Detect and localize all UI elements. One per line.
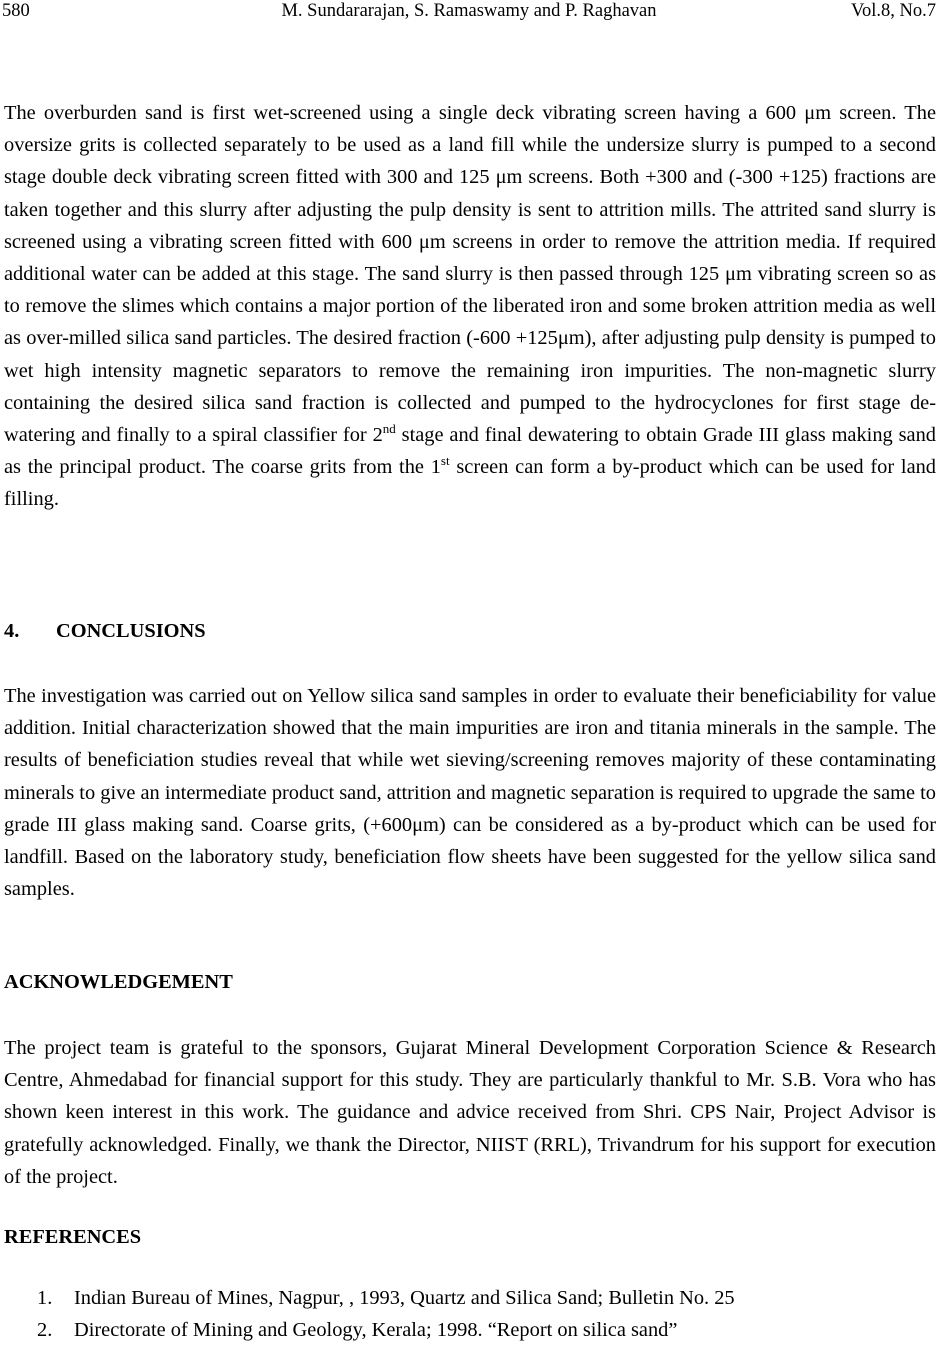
running-header-authors: M. Sundararajan, S. Ramaswamy and P. Raghavan [281, 1, 657, 21]
running-header [2, 0, 936, 28]
reference-number: 2. [37, 1319, 53, 1341]
process-description-paragraph [4, 97, 936, 516]
paragraph-text: The overburden sand is first wet-screened using a single deck vibrating screen having a 600 μm screen. The oversize grits is collected separately to be used as a land fill while the undersize slurry is pumped to a second stage double deck vibrating screen fitted with 300 and 125 μm screens. Both +300 and (-300 +125) fractions are taken together and this slurry after adjusting the pulp density is sent to attrition mills. The attrited sand slurry is screened using a vibrating screen fitted with 600 μm screens in order to remove the attrition media. If required additional water can be added at this stage. The sand slurry is then passed through 125 μm vibrating screen so as to remove the slimes which contains a major portion of the liberated iron and some broken attrition media as well as over-milled silica sand particles. The desired fraction (-600 +125μm), after adjusting pulp density is pumped to wet high intensity magnetic separators to remove the remaining iron impurities. The non-magnetic slurry containing the desired silica sand fraction is collected and pumped to the hydrocyclones for first stage de-watering and finally to a spiral classifier for 2 [4, 102, 936, 447]
reference-item [0, 1314, 938, 1346]
reference-list [0, 1282, 938, 1346]
paragraph-text: screen can form a by-product which can be used for land filling. [4, 456, 937, 511]
reference-text: Indian Bureau of Mines, Nagpur, , 1993, Quartz and Silica Sand; Bulletin No. 25 [74, 1287, 735, 1309]
section-number: 4. [4, 620, 20, 642]
journal-volume: Vol.8, No.7 [851, 1, 936, 21]
section-heading-conclusions [4, 616, 206, 646]
section-title: CONCLUSIONS [56, 620, 206, 642]
section-heading-acknowledgement: ACKNOWLEDGEMENT [4, 971, 233, 993]
paragraph-text: stage and final dewatering to obtain Grade III glass making sand as the principal product. The coarse grits from the 1 [4, 424, 936, 479]
section-heading-references: REFERENCES [4, 1226, 142, 1248]
conclusions-paragraph: The investigation was carried out on Yellow silica sand samples in order to evaluate their beneficiability for value addition. Initial characterization showed that the main impurities are iron and titania minerals in the sample. The results of beneficiation studies reveal that while wet sieving/screening removes majority of these contaminating minerals to give an intermediate product sand, attrition and magnetic separation is required to upgrade the same to grade III glass making sand. Coarse grits, (+600μm) can be considered as a by-product which can be used for landfill. Based on the laboratory study, beneficiation flow sheets have been suggested for the yellow silica sand samples. [4, 685, 937, 901]
superscript: nd [382, 421, 396, 437]
acknowledgement-paragraph: The project team is grateful to the sponsors, Gujarat Mineral Development Corporation Science & Research Centre, Ahmedabad for financial support for this study. They are particularly thankful to Mr. S.B. Vora who has shown keen interest in this work. The guidance and advice received from Shri. CPS Nair, Project Advisor is gratefully acknowledged. Finally, we thank the Director, NIIST (RRL), Trivandrum for his support for execution of the project. [4, 1037, 936, 1188]
reference-item [0, 1282, 938, 1314]
reference-number: 1. [37, 1287, 53, 1309]
superscript: st [440, 453, 450, 469]
page-number: 580 [2, 1, 30, 21]
reference-text: Directorate of Mining and Geology, Kerala; 1998. “Report on silica sand” [74, 1319, 678, 1341]
